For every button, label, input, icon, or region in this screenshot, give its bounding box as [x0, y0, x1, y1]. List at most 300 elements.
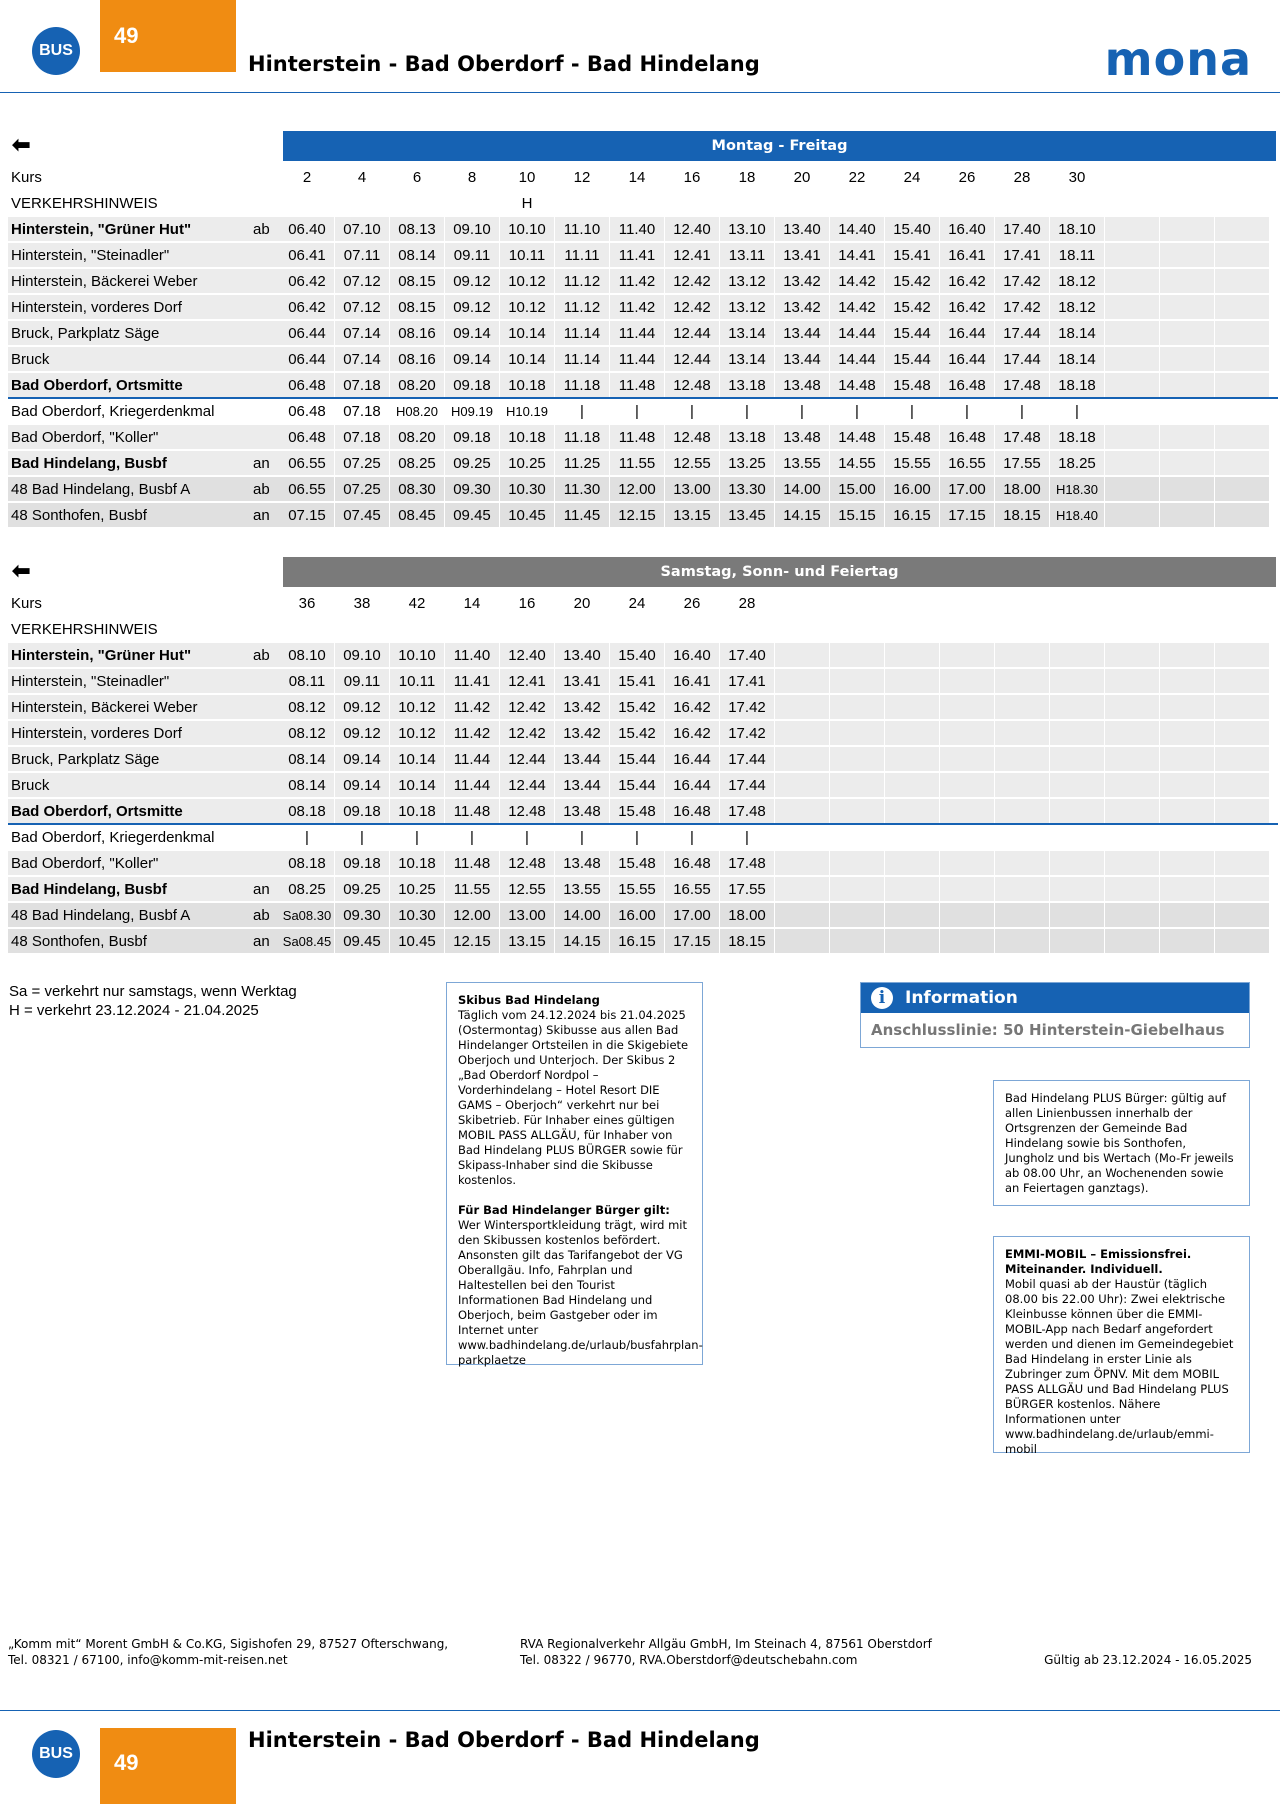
- time-cell: 18.12: [1050, 269, 1105, 293]
- time-cell: 08.25: [390, 451, 445, 475]
- time-cell: 09.45: [335, 929, 390, 953]
- arrival-departure-marker: ab: [253, 903, 280, 927]
- time-cell: 15.42: [610, 695, 665, 719]
- time-cell: [1160, 321, 1215, 345]
- time-cell: 15.55: [885, 451, 940, 475]
- time-cell: [1105, 747, 1160, 771]
- table-row: [8, 850, 1278, 876]
- time-cell: 15.48: [885, 425, 940, 449]
- time-cell: 06.48: [280, 399, 335, 423]
- hinweis-value: H: [500, 191, 555, 215]
- time-cell: 08.15: [390, 295, 445, 319]
- time-cell: |: [555, 825, 610, 849]
- time-cell: [830, 903, 885, 927]
- legend: [9, 982, 297, 1020]
- time-cell: 16.42: [940, 269, 995, 293]
- time-cell: 07.45: [335, 503, 390, 527]
- time-cell: 13.55: [775, 451, 830, 475]
- time-cell: [1215, 643, 1270, 667]
- time-cell: 13.18: [720, 425, 775, 449]
- table-row: [8, 476, 1278, 502]
- table-row: [8, 502, 1278, 528]
- time-cell: 11.14: [555, 321, 610, 345]
- hinweis-value: [885, 191, 940, 215]
- time-cell: [995, 929, 1050, 953]
- time-cell: [1215, 825, 1270, 849]
- table-row: [8, 398, 1278, 424]
- time-cell: 12.48: [665, 373, 720, 397]
- time-cell: 18.18: [1050, 373, 1105, 397]
- time-cell: 10.11: [390, 669, 445, 693]
- time-cell: [1215, 799, 1270, 823]
- time-cell: 10.18: [500, 425, 555, 449]
- time-cell: 18.15: [995, 503, 1050, 527]
- time-cell: [885, 773, 940, 797]
- time-cells: [280, 695, 1270, 719]
- time-cell: [995, 903, 1050, 927]
- time-cell: 06.48: [280, 425, 335, 449]
- hinweis-value: [335, 191, 390, 215]
- time-cell: 17.42: [720, 695, 775, 719]
- hinweis-value: [775, 191, 830, 215]
- time-cell: Sa08.45: [280, 929, 335, 953]
- time-cell: 15.44: [610, 747, 665, 771]
- hinweis-value: [390, 191, 445, 215]
- time-cell: 17.41: [720, 669, 775, 693]
- table-row: [8, 642, 1278, 668]
- time-cell: 12.00: [610, 477, 665, 501]
- time-cell: 15.42: [885, 295, 940, 319]
- time-cell: |: [775, 399, 830, 423]
- time-cell: 11.41: [610, 243, 665, 267]
- time-cell: [940, 721, 995, 745]
- time-cell: 12.42: [500, 721, 555, 745]
- time-cell: [1050, 825, 1105, 849]
- time-cell: 12.48: [500, 799, 555, 823]
- time-cell: 09.25: [445, 451, 500, 475]
- time-cell: [1050, 799, 1105, 823]
- time-cell: [1105, 373, 1160, 397]
- time-cell: [995, 825, 1050, 849]
- time-cell: 11.55: [610, 451, 665, 475]
- time-cell: [1160, 477, 1215, 501]
- stop-name: Bad Oberdorf, "Koller": [8, 851, 253, 875]
- time-cell: [1215, 321, 1270, 345]
- info-header: [861, 983, 1249, 1013]
- time-cell: 13.44: [555, 747, 610, 771]
- time-cell: 09.12: [335, 721, 390, 745]
- kurs-number: 14: [610, 165, 665, 189]
- time-cell: 13.42: [775, 269, 830, 293]
- time-cell: [775, 877, 830, 901]
- time-cell: 15.00: [830, 477, 885, 501]
- time-cell: [885, 799, 940, 823]
- time-cell: 13.00: [665, 477, 720, 501]
- time-cell: 13.41: [775, 243, 830, 267]
- time-cell: [1105, 643, 1160, 667]
- time-cell: 07.14: [335, 321, 390, 345]
- time-cell: [775, 851, 830, 875]
- kurs-number: 4: [335, 165, 390, 189]
- time-cell: [1105, 929, 1160, 953]
- kurs-label: Kurs: [11, 594, 42, 612]
- plus-text: Bad Hindelang PLUS Bürger: gültig auf allen Linienbussen innerhalb der Ortsgrenzen der Gemeinde Bad Hindelang sowie bis Sonthofen, Jungholz und bis Wertach (Mo-Fr jeweils ab 08.00 Uhr, an Wochenenden sowie an Feiertagen ganztags).: [1005, 1091, 1234, 1195]
- table-row: [8, 424, 1278, 450]
- time-cell: [830, 799, 885, 823]
- time-cell: 12.41: [500, 669, 555, 693]
- hinweis-value: [1050, 191, 1105, 215]
- aa-spacer: [253, 591, 280, 615]
- arrival-departure-marker: [253, 747, 280, 771]
- time-cell: [885, 851, 940, 875]
- time-cell: [1215, 243, 1270, 267]
- skibus-note: [446, 982, 703, 1365]
- footer-line: „Komm mit“ Morent GmbH & Co.KG, Sigishofen 29, 87527 Ofterschwang,: [8, 1637, 449, 1651]
- line-number-badge: 49: [100, 0, 236, 72]
- time-cell: 06.42: [280, 269, 335, 293]
- time-cell: 09.18: [445, 425, 500, 449]
- stop-name: Bad Oberdorf, Ortsmitte: [8, 373, 253, 397]
- time-cell: [1050, 643, 1105, 667]
- arrival-departure-marker: an: [253, 929, 280, 953]
- time-cell: 15.40: [610, 643, 665, 667]
- time-cell: [1105, 269, 1160, 293]
- legend-h: H = verkehrt 23.12.2024 - 21.04.2025: [9, 1002, 259, 1019]
- time-cell: 11.48: [445, 799, 500, 823]
- time-cell: 09.11: [445, 243, 500, 267]
- time-cell: 08.18: [280, 799, 335, 823]
- time-cell: 17.44: [995, 321, 1050, 345]
- time-cell: H10.19: [500, 399, 555, 423]
- time-cell: 13.00: [500, 903, 555, 927]
- time-cell: 10.45: [500, 503, 555, 527]
- time-cell: [940, 669, 995, 693]
- kurs-cells: [280, 591, 775, 615]
- mona-logo: mona: [1104, 32, 1252, 86]
- time-cell: [940, 747, 995, 771]
- time-cell: 08.25: [280, 877, 335, 901]
- kurs-number: 30: [1050, 165, 1105, 189]
- time-cell: [1215, 929, 1270, 953]
- time-cell: 11.42: [610, 295, 665, 319]
- time-cell: 13.48: [555, 851, 610, 875]
- time-cells: [280, 425, 1270, 449]
- footer-line: Tel. 08322 / 96770, RVA.Oberstdorf@deutschebahn.com: [520, 1653, 858, 1667]
- time-cell: 07.11: [335, 243, 390, 267]
- aa-spacer: [253, 165, 280, 189]
- weekend-rows: [8, 590, 1278, 954]
- time-cell: [1160, 295, 1215, 319]
- hinweis-value: [720, 191, 775, 215]
- table-row: [8, 928, 1278, 954]
- time-cell: 11.55: [445, 877, 500, 901]
- time-cell: 12.55: [500, 877, 555, 901]
- time-cell: 11.44: [445, 747, 500, 771]
- time-cell: |: [445, 825, 500, 849]
- time-cells: [280, 643, 1270, 667]
- time-cell: 18.25: [1050, 451, 1105, 475]
- time-cell: 12.44: [665, 321, 720, 345]
- kurs-label: Kurs: [11, 168, 42, 186]
- stop-name: Hinterstein, "Steinadler": [8, 669, 253, 693]
- time-cell: [775, 695, 830, 719]
- stop-name: Bruck, Parkplatz Säge: [8, 321, 253, 345]
- time-cell: 09.14: [445, 347, 500, 371]
- time-cells: [280, 217, 1270, 241]
- kurs-number: 2: [280, 165, 335, 189]
- stop-name: Hinterstein, Bäckerei Weber: [8, 695, 253, 719]
- time-cell: [1215, 503, 1270, 527]
- time-cell: 16.42: [665, 695, 720, 719]
- time-cell: 07.25: [335, 477, 390, 501]
- hinweis-row: [8, 190, 1278, 216]
- time-cell: [1105, 477, 1160, 501]
- time-cell: 09.18: [445, 373, 500, 397]
- time-cell: 08.12: [280, 721, 335, 745]
- legend-sa: Sa = verkehrt nur samstags, wenn Werktag: [9, 983, 297, 1000]
- time-cell: 09.30: [335, 903, 390, 927]
- time-cell: 12.44: [665, 347, 720, 371]
- time-cell: 17.44: [720, 773, 775, 797]
- table-row: [8, 668, 1278, 694]
- route-title: Hinterstein - Bad Oberdorf - Bad Hindelang: [248, 52, 760, 76]
- time-cell: 08.10: [280, 643, 335, 667]
- table-row: [8, 720, 1278, 746]
- time-cell: 09.14: [335, 747, 390, 771]
- time-cell: 10.14: [390, 773, 445, 797]
- time-cell: [995, 851, 1050, 875]
- time-cell: |: [500, 825, 555, 849]
- footer-line: RVA Regionalverkehr Allgäu GmbH, Im Steinach 4, 87561 Oberstdorf: [520, 1637, 932, 1651]
- time-cell: [1160, 825, 1215, 849]
- time-cell: [775, 747, 830, 771]
- time-cell: 17.48: [720, 851, 775, 875]
- time-cell: 14.48: [830, 425, 885, 449]
- footer-company-1: [8, 1636, 448, 1668]
- kurs-number: 28: [995, 165, 1050, 189]
- time-cell: [995, 773, 1050, 797]
- time-cell: [775, 721, 830, 745]
- time-cell: 09.12: [335, 695, 390, 719]
- kurs-number: 42: [390, 591, 445, 615]
- skibus-title-2: Für Bad Hindelanger Bürger gilt:: [458, 1203, 670, 1217]
- time-cell: 15.44: [885, 321, 940, 345]
- time-cell: [995, 695, 1050, 719]
- time-cell: |: [720, 825, 775, 849]
- arrival-departure-marker: an: [253, 503, 280, 527]
- time-cell: 13.48: [775, 425, 830, 449]
- time-cell: 10.10: [390, 643, 445, 667]
- stop-name: Hinterstein, vorderes Dorf: [8, 721, 253, 745]
- info-box: [860, 982, 1250, 1048]
- time-cell: 06.41: [280, 243, 335, 267]
- time-cell: 12.15: [610, 503, 665, 527]
- info-title: Information: [905, 988, 1018, 1008]
- time-cell: 08.20: [390, 373, 445, 397]
- time-cell: |: [940, 399, 995, 423]
- time-cell: 10.12: [500, 269, 555, 293]
- time-cell: [775, 669, 830, 693]
- time-cell: [775, 643, 830, 667]
- time-cell: [830, 721, 885, 745]
- time-cell: 07.18: [335, 373, 390, 397]
- time-cell: [1215, 669, 1270, 693]
- emmi-text: Mobil quasi ab der Haustür (täglich 08.00 bis 22.00 Uhr): Zwei elektrische Kleinbusse können über die EMMI-MOBIL-App nach Bedarf angefordert werden und dienen im Gemeindegebiet Bad Hindelang in erster Linie als Zubringer zum ÖPNV. Mit dem MOBIL PASS ALLGÄU und Bad Hindelang PLUS BÜRGER kostenlos. Nähere Informationen unter www.badhindelang.de/urlaub/emmi-mobil: [1005, 1277, 1234, 1456]
- table-row: [8, 268, 1278, 294]
- time-cell: 09.11: [335, 669, 390, 693]
- table-row: [8, 902, 1278, 928]
- time-cell: 11.42: [445, 695, 500, 719]
- time-cell: 06.44: [280, 321, 335, 345]
- time-cell: 10.18: [390, 799, 445, 823]
- time-cell: 11.48: [445, 851, 500, 875]
- time-cell: 17.48: [995, 373, 1050, 397]
- stop-name: Bad Hindelang, Busbf: [8, 451, 253, 475]
- time-cell: 07.10: [335, 217, 390, 241]
- time-cell: 10.25: [390, 877, 445, 901]
- kurs-number: 10: [500, 165, 555, 189]
- time-cell: 14.15: [555, 929, 610, 953]
- time-cell: 16.40: [665, 643, 720, 667]
- time-cell: 16.44: [940, 321, 995, 345]
- time-cell: 10.10: [500, 217, 555, 241]
- time-cell: [1160, 851, 1215, 875]
- time-cell: 11.18: [555, 373, 610, 397]
- footer-company-2: [520, 1636, 932, 1668]
- header-rule: [0, 92, 1280, 93]
- table-row: [8, 450, 1278, 476]
- time-cell: [830, 643, 885, 667]
- hinweis-value: [995, 191, 1050, 215]
- time-cells: [280, 799, 1270, 823]
- footer-rule: [0, 1710, 1280, 1711]
- time-cell: [1160, 217, 1215, 241]
- time-cell: [1160, 903, 1215, 927]
- time-cells: [280, 347, 1270, 371]
- time-cell: 09.14: [335, 773, 390, 797]
- time-cell: 16.44: [940, 347, 995, 371]
- time-cell: |: [610, 399, 665, 423]
- bus-badge: BUS: [32, 27, 80, 75]
- time-cell: [885, 747, 940, 771]
- time-cell: |: [1050, 399, 1105, 423]
- time-cell: [1160, 425, 1215, 449]
- time-cell: 16.48: [665, 851, 720, 875]
- time-cell: 17.55: [720, 877, 775, 901]
- time-cell: 12.48: [665, 425, 720, 449]
- time-cell: [1215, 373, 1270, 397]
- time-cell: 14.42: [830, 295, 885, 319]
- time-cell: [885, 721, 940, 745]
- time-cell: [1105, 825, 1160, 849]
- time-cell: [1160, 721, 1215, 745]
- time-cell: 11.40: [610, 217, 665, 241]
- arrival-departure-marker: ab: [253, 643, 280, 667]
- time-cell: 16.48: [940, 373, 995, 397]
- time-cell: 07.18: [335, 425, 390, 449]
- time-cell: 13.14: [720, 347, 775, 371]
- time-cell: 08.16: [390, 347, 445, 371]
- time-cell: [1105, 399, 1160, 423]
- table-row: [8, 746, 1278, 772]
- kurs-number: 24: [885, 165, 940, 189]
- time-cell: 10.45: [390, 929, 445, 953]
- kurs-number: 24: [610, 591, 665, 615]
- time-cell: 16.41: [940, 243, 995, 267]
- time-cell: 13.48: [775, 373, 830, 397]
- time-cell: 18.14: [1050, 321, 1105, 345]
- time-cells: [280, 269, 1270, 293]
- arrival-departure-marker: ab: [253, 217, 280, 241]
- time-cell: [940, 851, 995, 875]
- kurs-number: 8: [445, 165, 500, 189]
- time-cell: 14.00: [775, 477, 830, 501]
- time-cell: [775, 903, 830, 927]
- kurs-number: 18: [720, 165, 775, 189]
- time-cell: 13.10: [720, 217, 775, 241]
- time-cell: [1215, 851, 1270, 875]
- time-cell: 17.44: [995, 347, 1050, 371]
- stop-name: Hinterstein, "Steinadler": [8, 243, 253, 267]
- time-cells: [280, 825, 1270, 849]
- hinweis-value: [830, 191, 885, 215]
- time-cell: [830, 669, 885, 693]
- time-cell: 17.42: [995, 295, 1050, 319]
- time-cell: 07.14: [335, 347, 390, 371]
- time-cell: 16.44: [665, 773, 720, 797]
- time-cell: [995, 643, 1050, 667]
- time-cell: [940, 877, 995, 901]
- kurs-number: 38: [335, 591, 390, 615]
- table-row: [8, 372, 1278, 398]
- hinweis-row: [8, 616, 1278, 642]
- skibus-text: Täglich vom 24.12.2024 bis 21.04.2025 (Ostermontag) Skibusse aus allen Bad Hindelanger Ortsteilen in die Skigebiete Oberjoch und Unterjoch. Der Skibus 2 „Bad Oberdorf Nordpol – Vorderhindelang – Hotel Resort DIE GAMS – Oberjoch“ verkehrt nur bei Skibetrieb. Für Inhaber eines gültigen MOBIL PASS ALLGÄU, für Inhaber von Bad Hindelang PLUS BÜRGER sowie für Skipass-Inhaber sind die Skibusse kostenlos.: [458, 1008, 689, 1187]
- arrival-departure-marker: [253, 825, 280, 849]
- time-cell: [1215, 721, 1270, 745]
- time-cell: 09.25: [335, 877, 390, 901]
- time-cell: 11.11: [555, 243, 610, 267]
- time-cell: 12.00: [445, 903, 500, 927]
- time-cell: |: [665, 399, 720, 423]
- time-cell: [1050, 903, 1105, 927]
- time-cell: 10.14: [500, 347, 555, 371]
- time-cell: [1105, 503, 1160, 527]
- time-cell: [830, 851, 885, 875]
- time-cell: 17.00: [665, 903, 720, 927]
- time-cell: 17.42: [720, 721, 775, 745]
- arrival-departure-marker: [253, 695, 280, 719]
- info-icon: i: [871, 987, 893, 1009]
- hinweis-cells: [280, 191, 1105, 215]
- kurs-row: [8, 590, 1278, 616]
- time-cell: [1215, 773, 1270, 797]
- time-cell: 06.40: [280, 217, 335, 241]
- time-cell: 15.48: [885, 373, 940, 397]
- time-cell: [995, 799, 1050, 823]
- time-cell: [940, 929, 995, 953]
- time-cell: 10.18: [390, 851, 445, 875]
- time-cell: 16.15: [610, 929, 665, 953]
- stop-name: Hinterstein, Bäckerei Weber: [8, 269, 253, 293]
- time-cell: [1215, 217, 1270, 241]
- table-row: [8, 694, 1278, 720]
- time-cell: 14.41: [830, 243, 885, 267]
- kurs-number: 12: [555, 165, 610, 189]
- time-cell: 12.41: [665, 243, 720, 267]
- time-cells: [280, 295, 1270, 319]
- time-cell: 15.48: [610, 851, 665, 875]
- time-cell: 06.55: [280, 451, 335, 475]
